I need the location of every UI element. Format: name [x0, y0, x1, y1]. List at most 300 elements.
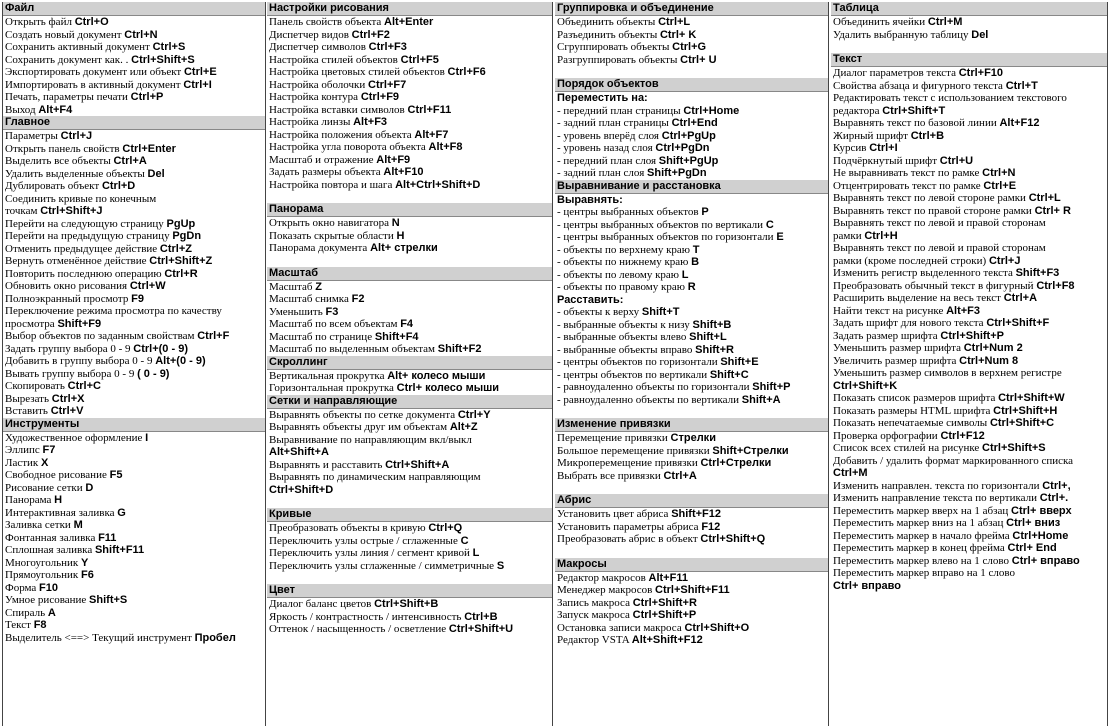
shortcut-row	[267, 217, 552, 230]
section-header: Настройки рисования	[267, 2, 552, 16]
shortcut-label: Настройка оболочки	[269, 78, 369, 91]
shortcut-label: Панорама	[5, 494, 55, 506]
shortcut-key: Shift+P	[752, 381, 791, 393]
shortcut-label: Курсив	[833, 142, 870, 154]
shortcut-row	[831, 517, 1107, 530]
shortcut-row	[3, 293, 265, 306]
shortcut-key: X	[41, 456, 49, 469]
shortcut-label: Параметры	[5, 130, 61, 142]
shortcut-label: Свободное рисование	[5, 469, 110, 481]
column-4	[831, 2, 1108, 726]
shortcut-key: Ctrl+Shift+C	[989, 417, 1055, 429]
shortcut-label: Редактор VSTA	[557, 634, 632, 646]
shortcut-key: Shift+Стрелки	[712, 444, 789, 457]
shortcut-key: A	[47, 606, 56, 619]
shortcut-key: I	[145, 431, 149, 444]
shortcut-row	[267, 104, 552, 117]
shortcut-label: Показать размеры HTML шрифта	[833, 404, 994, 417]
shortcut-row	[555, 521, 828, 534]
shortcut-label: рамки (кроме последней строки)	[833, 254, 989, 267]
shortcut-row	[267, 522, 552, 535]
shortcut-key: Ctrl+Стрелки	[700, 457, 772, 469]
shortcut-label: Выравнивание по направляющим вкл/выкл	[269, 433, 472, 446]
shortcut-key: Ctrl+Shift+R	[632, 596, 697, 609]
shortcut-key: Ctrl+Shift+S	[982, 442, 1046, 454]
shortcut-label: Задать шрифт для нового текста	[833, 317, 987, 329]
shortcut-label: Показать непечатаемые символы	[833, 417, 990, 429]
shortcut-row	[555, 584, 828, 597]
shortcut-key: Ctrl+ End	[1007, 542, 1057, 554]
shortcut-row	[267, 141, 552, 154]
shortcut-key: Ctrl+Home	[683, 104, 740, 117]
shortcut-label: Преобразовать обычный текст в фигурный	[833, 279, 1037, 292]
shortcut-key: Ctrl+S	[152, 41, 186, 53]
shortcut-key: Ctrl+N	[982, 167, 1016, 179]
shortcut-key: Ctrl+I	[869, 142, 898, 154]
section-header: Скроллинг	[267, 356, 552, 370]
shortcut-key: Ctrl+PgUp	[661, 129, 716, 142]
shortcut-row	[555, 306, 828, 319]
shortcut-row	[3, 368, 265, 381]
shortcut-row	[267, 434, 552, 447]
shortcut-label: - задний план слоя	[557, 167, 648, 179]
shortcut-key: Ctrl+L	[658, 16, 691, 28]
shortcut-label: - центры объектов по вертикали	[557, 368, 710, 381]
shortcut-label: Повторить последнюю операцию	[5, 267, 165, 280]
shortcut-key: Ctrl+F9	[360, 91, 400, 103]
shortcut-key: Ctrl+Shift+Z	[149, 255, 213, 267]
shortcut-key: Shift+F12	[671, 508, 722, 520]
shortcut-label: Сгруппировать объекты	[557, 41, 673, 53]
shortcut-row	[831, 305, 1107, 318]
shortcut-row	[267, 154, 552, 167]
shortcut-key: Ctrl+F7	[368, 78, 407, 91]
section-header: Инструменты	[3, 418, 265, 432]
shortcut-key: Shift+S	[89, 594, 128, 606]
shortcut-label: Вырезать	[5, 392, 52, 405]
shortcut-row	[555, 155, 828, 168]
shortcut-label: Перейти на следующую страницу	[5, 217, 167, 230]
shortcut-row	[267, 331, 552, 344]
shortcut-label: Объединить объекты	[557, 16, 659, 28]
shortcut-row	[831, 580, 1107, 593]
section-header: Файл	[3, 2, 265, 16]
shortcut-label: Выравнять объекты по сетке документа	[269, 408, 458, 421]
shortcut-row	[555, 508, 828, 521]
section-header: Группировка и объединение	[555, 2, 828, 16]
shortcut-row	[555, 319, 828, 332]
shortcut-key: Ctrl+G	[672, 41, 707, 53]
shortcut-label: Запись макроса	[557, 596, 633, 609]
shortcut-key: Shift+F2	[437, 343, 482, 355]
shortcut-row	[831, 442, 1107, 455]
shortcut-row	[555, 344, 828, 357]
shortcut-label: Масштаб по всем объектам	[269, 318, 401, 330]
shortcut-row	[267, 611, 552, 624]
shortcut-key: Ctrl+Shift+W	[998, 392, 1065, 404]
shortcut-key: Ctrl+U	[939, 154, 974, 167]
shortcut-label: Оттенок / насыщенность / осветление	[269, 623, 449, 635]
shortcut-row	[831, 392, 1107, 405]
shortcut-row	[831, 130, 1107, 143]
shortcut-row	[555, 16, 828, 29]
shortcut-label: Выравнять и расставить	[269, 458, 386, 471]
shortcut-label: Сохранить активный документ	[5, 41, 153, 53]
shortcut-row	[3, 469, 265, 482]
shortcut-row	[831, 242, 1107, 255]
shortcut-label: - задний план страницы	[557, 117, 672, 129]
shortcut-key: F2	[351, 293, 365, 305]
shortcut-label: Вывать группу выбора 0 - 9	[5, 367, 138, 380]
shortcut-row	[831, 542, 1107, 555]
shortcut-key: Alt+F3	[946, 304, 981, 317]
section-subheading: Расставить:	[557, 293, 624, 306]
shortcut-key: Ctrl+A	[663, 469, 697, 482]
shortcut-label: - равноудаленно объекты по вертикали	[557, 393, 742, 406]
shortcut-label: Переместить маркер влево на 1 слово	[833, 554, 1012, 567]
shortcut-row	[267, 623, 552, 636]
section-header: Абрис	[555, 494, 828, 508]
shortcut-row	[267, 547, 552, 560]
shortcut-key: Alt+F9	[376, 153, 411, 166]
shortcut-key: Alt+ колесо мыши	[387, 369, 486, 382]
shortcut-row	[3, 54, 265, 67]
shortcut-label: Задать размер шрифта	[833, 329, 941, 342]
shortcut-key: Ctrl+F2	[351, 28, 390, 41]
shortcut-key: Ctrl+M	[833, 467, 868, 479]
shortcut-label: - центры выбранных объектов по горизонтали	[557, 231, 777, 243]
shortcut-key: Ctrl+ R	[1034, 204, 1071, 217]
shortcut-row	[267, 116, 552, 129]
shortcut-row	[831, 180, 1107, 193]
shortcut-label: Уменьшить размер шрифта	[833, 342, 964, 354]
shortcut-row	[3, 143, 265, 156]
shortcut-row	[831, 230, 1107, 243]
shortcut-row	[3, 494, 265, 507]
shortcut-row	[555, 381, 828, 394]
shortcut-key: Shift+R	[695, 343, 734, 356]
shortcut-key: Ctrl+E	[183, 66, 217, 78]
shortcut-key: Shift+F11	[94, 544, 145, 556]
shortcut-row	[267, 91, 552, 104]
shortcut-label: Текст	[5, 619, 34, 631]
shortcut-key: Y	[80, 556, 89, 569]
shortcut-row	[267, 459, 552, 472]
shortcut-key: Ctrl+V	[50, 405, 84, 417]
shortcut-row	[3, 41, 265, 54]
shortcut-label: Изменить регистр выделенного текста	[833, 267, 1016, 279]
section-gap	[555, 482, 828, 494]
section-header: Текст	[831, 53, 1107, 67]
shortcut-row	[555, 54, 828, 67]
shortcut-label: Диспетчер видов	[269, 28, 352, 41]
shortcut-key: L	[681, 268, 689, 281]
shortcut-key: Ctrl+X	[51, 392, 85, 405]
shortcut-key: Alt+Ctrl+Shift+D	[395, 178, 481, 191]
shortcut-key: Ctrl+ вправо	[833, 579, 902, 592]
shortcut-row	[555, 369, 828, 382]
shortcut-key: Shift+L	[689, 331, 727, 343]
section-subheading: Выравнять:	[557, 193, 623, 206]
shortcut-row	[831, 155, 1107, 168]
shortcut-label: Масштаб снимка	[269, 293, 352, 305]
shortcut-label: Переключение режима просмотра по качеству	[5, 305, 222, 317]
shortcut-row	[3, 280, 265, 293]
shortcut-key: Ctrl+Shift+S	[131, 53, 195, 66]
shortcut-key: Alt+F11	[648, 571, 688, 584]
shortcut-row	[267, 306, 552, 319]
shortcut-row	[3, 355, 265, 368]
shortcut-row	[831, 255, 1107, 268]
shortcut-row	[267, 16, 552, 29]
shortcut-label: - объекты по верхнему краю	[557, 243, 693, 256]
shortcut-key: ( 0 - 9)	[137, 367, 170, 380]
column-2	[267, 2, 553, 726]
shortcut-label: Умное рисование	[5, 594, 90, 606]
shortcut-row	[831, 292, 1107, 305]
shortcut-row	[267, 421, 552, 434]
shortcut-label: Печать, параметры печати	[5, 91, 131, 103]
shortcut-key: Ctrl+Shift+T	[882, 104, 946, 117]
shortcut-key: Shift+F9	[57, 317, 102, 330]
shortcut-row	[267, 560, 552, 573]
shortcut-label: Отцентрировать текст по рамке	[833, 179, 984, 192]
shortcut-key: F5	[109, 469, 123, 481]
shortcut-label: Ластик	[5, 456, 42, 469]
shortcut-label: Уменьшить размер символов в верхнем регистре	[833, 367, 1062, 379]
shortcut-row	[3, 168, 265, 181]
shortcut-row	[831, 142, 1107, 155]
shortcut-label: Выравнять объекты друг им объектам	[269, 421, 450, 433]
shortcut-label: Настройка угла поворота объекта	[269, 141, 429, 153]
shortcut-key: F6	[81, 569, 94, 581]
shortcut-label: Яркость / контрастность / интенсивность	[269, 610, 465, 623]
section-gap	[267, 191, 552, 203]
shortcut-key: Ctrl+Q	[428, 522, 463, 534]
shortcut-label: Удалить выбранную таблицу	[833, 28, 972, 41]
shortcut-label: Заливка сетки	[5, 519, 74, 531]
shortcut-key: Ctrl+N	[124, 28, 158, 41]
shortcut-label: Многоугольник	[5, 556, 81, 569]
section-gap	[555, 66, 828, 78]
shortcut-key: Ctrl+Z	[159, 242, 192, 255]
shortcut-row	[555, 29, 828, 42]
shortcut-key: M	[73, 519, 83, 531]
shortcut-label: Преобразовать абрис в объект	[557, 533, 701, 545]
shortcut-row	[3, 482, 265, 495]
shortcut-row	[555, 609, 828, 622]
shortcut-label: Запуск макроса	[557, 609, 633, 621]
shortcut-key: Ctrl+F6	[447, 66, 486, 78]
shortcut-key: Shift+A	[741, 393, 781, 406]
shortcut-label: Вставить	[5, 405, 51, 417]
shortcut-row	[267, 598, 552, 611]
shortcut-row	[831, 80, 1107, 93]
shortcut-row	[3, 29, 265, 42]
shortcut-key: F10	[39, 581, 59, 594]
shortcut-label: Настройка положения объекта	[269, 128, 415, 141]
shortcut-label: Открыть окно навигатора	[269, 217, 392, 229]
shortcut-key: Shift+PgDn	[647, 167, 707, 179]
shortcut-row	[267, 382, 552, 395]
shortcut-row	[831, 505, 1107, 518]
shortcut-row	[831, 430, 1107, 443]
shortcut-label: Создать новый документ	[5, 28, 125, 41]
shortcut-row	[555, 41, 828, 54]
shortcut-label: Масштаб по выделенным объектам	[269, 343, 438, 355]
shortcut-label: Горизонтальная прокрутка	[269, 382, 397, 394]
shortcut-label: Редактор макросов	[557, 571, 649, 584]
shortcut-row	[831, 105, 1107, 118]
shortcut-key: F4	[400, 318, 414, 330]
shortcut-row	[555, 117, 828, 130]
shortcut-label: Вернуть отменённое действие	[5, 255, 150, 267]
shortcut-key: Ctrl+PgDn	[655, 142, 710, 154]
shortcut-row	[3, 130, 265, 143]
shortcut-row	[3, 318, 265, 331]
shortcut-label: Показать скрытые области	[269, 229, 397, 242]
section-header: Макросы	[555, 558, 828, 572]
shortcut-row	[3, 66, 265, 79]
shortcut-label: Не выравнивать текст по рамке	[833, 167, 983, 179]
shortcut-row	[831, 16, 1107, 29]
shortcut-key: Ctrl+T	[1005, 79, 1038, 92]
shortcut-row	[831, 280, 1107, 293]
shortcut-row	[555, 622, 828, 635]
shortcut-row	[3, 519, 265, 532]
shortcut-label: - объекты по левому краю	[557, 268, 682, 281]
shortcut-row	[3, 544, 265, 557]
shortcut-row	[267, 446, 552, 459]
shortcut-row	[3, 104, 265, 117]
shortcut-key: F8	[33, 619, 47, 631]
shortcut-row	[555, 445, 828, 458]
shortcut-label: - выбранные объекты к низу	[557, 318, 693, 331]
shortcut-row	[3, 405, 265, 418]
shortcut-key: Ctrl+Shift+A	[385, 458, 450, 471]
shortcut-label: Масштаб и отражение	[269, 153, 377, 166]
shortcut-row	[831, 205, 1107, 218]
shortcut-row	[3, 268, 265, 281]
shortcut-label: Выравнять текст по левой и правой сторонам	[833, 242, 1046, 254]
shortcut-row	[831, 117, 1107, 130]
shortcut-row	[831, 492, 1107, 505]
shortcut-row	[555, 167, 828, 180]
section-gap	[267, 496, 552, 508]
shortcut-label: Задать группу выбора 0 - 9	[5, 342, 134, 355]
shortcut-key: Ctrl+Shift+K	[833, 379, 898, 392]
shortcut-row	[267, 230, 552, 243]
shortcut-label: Прямоугольник	[5, 569, 82, 581]
shortcut-label: Выравнять по динамическим направляющим	[269, 471, 481, 483]
shortcut-label: Диалог баланс цветов	[269, 598, 375, 610]
shortcut-row	[3, 632, 265, 645]
shortcut-row	[3, 444, 265, 457]
shortcut-key: Ctrl+R	[164, 267, 198, 280]
shortcut-key: Ctrl+Shift+H	[993, 404, 1058, 417]
shortcut-key: P	[701, 206, 709, 218]
shortcut-row	[267, 484, 552, 497]
shortcut-key: Del	[147, 167, 165, 180]
shortcut-key: Alt+F12	[999, 117, 1040, 129]
shortcut-label: Панель свойств объекта	[269, 16, 385, 28]
shortcut-row	[3, 255, 265, 268]
shortcut-key: F9	[131, 292, 144, 305]
shortcut-label: Изменить направлен. текста по горизонтали	[833, 479, 1043, 492]
shortcut-row	[267, 242, 552, 255]
shortcut-key: Ctrl+L	[1028, 192, 1061, 204]
shortcut-label: - объекты по правому краю	[557, 281, 688, 293]
shortcut-key: Ctrl+,	[1042, 479, 1071, 492]
shortcut-key: L	[472, 547, 480, 559]
section-header: Кривые	[267, 508, 552, 522]
shortcut-label: Эллипс	[5, 444, 43, 456]
shortcut-label: Открыть файл	[5, 16, 75, 28]
shortcut-label: Остановка записи макроса	[557, 621, 685, 634]
shortcut-row	[555, 331, 828, 344]
shortcut-row	[267, 66, 552, 79]
shortcut-label: Микроперемещение привязки	[557, 457, 701, 469]
shortcut-label: - центры выбранных объектов по вертикали	[557, 218, 766, 231]
shortcut-row	[267, 129, 552, 142]
shortcut-row	[831, 67, 1107, 80]
shortcut-row	[831, 29, 1107, 42]
shortcut-row	[555, 597, 828, 610]
shortcut-label: Панорама документа	[269, 242, 371, 254]
shortcut-key: Alt+(0 - 9)	[155, 355, 206, 367]
shortcut-label: Уменьшить	[269, 305, 326, 318]
shortcut-row	[267, 471, 552, 484]
shortcut-label: Выравнять текст по левой и правой сторонам	[833, 217, 1046, 229]
shortcut-row	[831, 567, 1107, 580]
shortcut-row	[831, 467, 1107, 480]
shortcut-key: Shift+E	[720, 356, 759, 368]
shortcut-row	[267, 318, 552, 331]
shortcut-label: Диалог параметров текста	[833, 67, 959, 79]
shortcut-key: Ctrl+ U	[680, 53, 717, 66]
shortcut-label: Сплошная заливка	[5, 544, 95, 556]
shortcut-label: Установить цвет абриса	[557, 508, 672, 520]
section-header: Главное	[3, 116, 265, 130]
shortcut-row	[831, 405, 1107, 418]
shortcut-label: Вертикальная прокрутка	[269, 369, 388, 382]
section-gap	[267, 572, 552, 584]
shortcut-key: Ctrl+J	[988, 254, 1021, 267]
shortcut-key: Alt+F10	[383, 166, 424, 178]
shortcut-key: G	[117, 506, 126, 519]
shortcut-row	[831, 217, 1107, 230]
shortcut-label: Расширить выделение на весь текст	[833, 292, 1004, 304]
shortcut-label: Интерактивная заливка	[5, 506, 118, 519]
shortcut-key: Ctrl+Enter	[122, 142, 176, 155]
shortcut-key: Ctrl+ K	[659, 28, 697, 41]
shortcut-label: Установить параметры абриса	[557, 520, 702, 533]
shortcut-row	[3, 380, 265, 393]
shortcut-label: Фонтанная заливка	[5, 531, 99, 544]
shortcut-key: Alt+Shift+F12	[631, 634, 703, 646]
shortcut-label: рамки	[833, 229, 865, 242]
shortcut-key: Ctrl+C	[67, 380, 101, 392]
shortcut-key: Ctrl+Shift+O	[684, 621, 750, 634]
shortcut-label: Экспортировать документ или объект	[5, 66, 184, 78]
shortcut-label: - объекты по нижнему краю	[557, 256, 692, 268]
shortcut-key: Ctrl+ колесо мыши	[396, 382, 500, 394]
shortcut-row	[555, 281, 828, 294]
shortcut-label: Показать список размеров шрифта	[833, 392, 999, 404]
shortcut-key: Ctrl+Shift+U	[448, 623, 514, 635]
shortcut-key: Alt+F3	[353, 116, 388, 128]
shortcut-key: Ctrl+F	[197, 330, 230, 342]
